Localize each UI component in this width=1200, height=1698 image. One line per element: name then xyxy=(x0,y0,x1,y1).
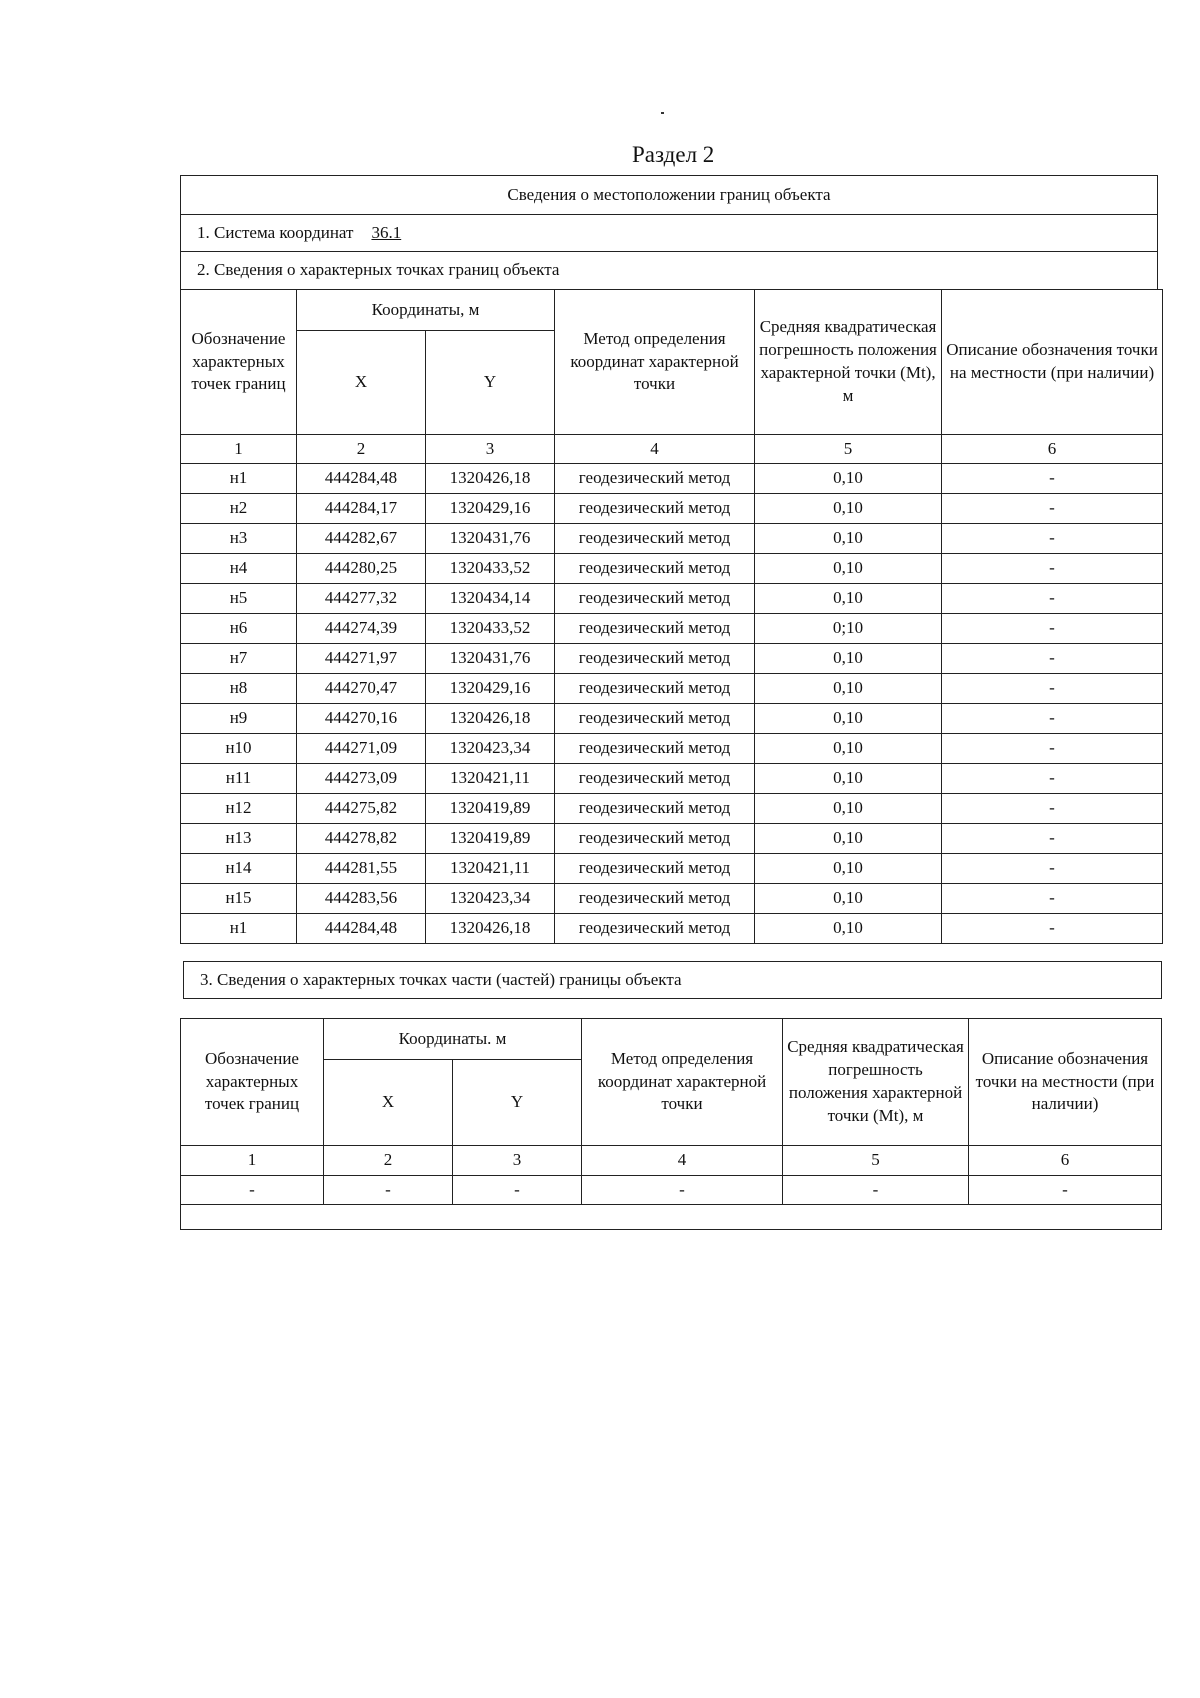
coord-x: 444283,56 xyxy=(297,884,426,914)
description: - xyxy=(942,824,1163,854)
coord-x: 444284,17 xyxy=(297,494,426,524)
coord-x: 444281,55 xyxy=(297,854,426,884)
error-value: 0,10 xyxy=(755,854,942,884)
table-row xyxy=(181,1176,1162,1205)
header-error: Средняя квадратическая погрешность положения характерной точки (Mt), м xyxy=(783,1019,969,1146)
point-designation: - xyxy=(181,1176,324,1205)
point-designation: н13 xyxy=(181,824,297,854)
error-value: 0,10 xyxy=(755,584,942,614)
coord-y: 1320429,16 xyxy=(426,494,555,524)
table-row xyxy=(181,584,1163,614)
coord-x: - xyxy=(324,1176,453,1205)
coord-y: 1320426,18 xyxy=(426,704,555,734)
method: геодезический метод xyxy=(555,584,755,614)
column-number: 2 xyxy=(297,435,426,464)
point-designation: н5 xyxy=(181,584,297,614)
table-row xyxy=(181,524,1163,554)
table-row xyxy=(181,764,1163,794)
table-row xyxy=(181,794,1163,824)
description: - xyxy=(942,704,1163,734)
table-row xyxy=(181,824,1163,854)
table-row xyxy=(181,464,1163,494)
coord-y: 1320431,76 xyxy=(426,644,555,674)
coord-x: 444282,67 xyxy=(297,524,426,554)
header-method: Метод определения координат характерной точки xyxy=(555,290,755,435)
error-value: 0,10 xyxy=(755,704,942,734)
method: геодезический метод xyxy=(555,494,755,524)
coord-x: 444270,47 xyxy=(297,674,426,704)
coord-x: 444277,32 xyxy=(297,584,426,614)
point-designation: н6 xyxy=(181,614,297,644)
part3-title-box xyxy=(183,961,1162,999)
description: - xyxy=(942,734,1163,764)
coord-x: 444274,39 xyxy=(297,614,426,644)
coord-y: 1320426,18 xyxy=(426,464,555,494)
coord-system-label: 1. Система координат xyxy=(197,222,354,242)
description: - xyxy=(942,884,1163,914)
coord-y: 1320419,89 xyxy=(426,824,555,854)
part2-title-box xyxy=(180,251,1158,289)
method: геодезический метод xyxy=(555,644,755,674)
point-designation: н14 xyxy=(181,854,297,884)
point-designation: н2 xyxy=(181,494,297,524)
coord-x: 444270,16 xyxy=(297,704,426,734)
method: геодезический метод xyxy=(555,764,755,794)
table-row xyxy=(181,914,1163,944)
coord-y: 1320423,34 xyxy=(426,884,555,914)
column-number: 4 xyxy=(582,1146,783,1176)
empty-cell xyxy=(181,1205,1162,1230)
description: - xyxy=(942,464,1163,494)
coord-y: 1320426,18 xyxy=(426,914,555,944)
column-number: 3 xyxy=(426,435,555,464)
coord-system-box xyxy=(180,214,1158,252)
header-y: Y xyxy=(426,331,555,435)
section-title: Раздел 2 xyxy=(632,142,715,167)
header-error: Средняя квадратическая погрешность положения характерной точки (Mt), м xyxy=(755,290,942,435)
coord-x: 444273,09 xyxy=(297,764,426,794)
error-value: 0,10 xyxy=(755,764,942,794)
description: - xyxy=(942,914,1163,944)
description: - xyxy=(969,1176,1162,1205)
error-value: 0,10 xyxy=(755,794,942,824)
point-designation: н9 xyxy=(181,704,297,734)
empty-row xyxy=(181,1205,1162,1230)
coord-y: 1320421,11 xyxy=(426,854,555,884)
error-value: 0,10 xyxy=(755,464,942,494)
method: геодезический метод xyxy=(555,824,755,854)
part2-title: 2. Сведения о характерных точках границ объекта xyxy=(197,260,560,279)
part-points-table xyxy=(180,1018,1162,1230)
coord-x: 444271,97 xyxy=(297,644,426,674)
error-value: - xyxy=(783,1176,969,1205)
method: геодезический метод xyxy=(555,464,755,494)
description: - xyxy=(942,794,1163,824)
description: - xyxy=(942,584,1163,614)
coord-y: 1320433,52 xyxy=(426,554,555,584)
table-row xyxy=(181,884,1163,914)
point-designation: н1 xyxy=(181,914,297,944)
error-value: 0,10 xyxy=(755,644,942,674)
method: геодезический метод xyxy=(555,704,755,734)
header-title-box xyxy=(180,175,1158,215)
point-designation: н10 xyxy=(181,734,297,764)
point-designation: н12 xyxy=(181,794,297,824)
coord-x: 444284,48 xyxy=(297,464,426,494)
coord-x: 444280,25 xyxy=(297,554,426,584)
header-title: Сведения о местоположении границ объекта xyxy=(507,185,831,204)
table-row xyxy=(181,854,1163,884)
coord-x: 444271,09 xyxy=(297,734,426,764)
table-row xyxy=(181,674,1163,704)
header-description: Описание обозначения точки на местности (при наличии) xyxy=(969,1019,1162,1146)
header-coords: Координаты. м xyxy=(324,1019,582,1060)
description: - xyxy=(942,644,1163,674)
header-x: X xyxy=(297,331,426,435)
coord-y: 1320434,14 xyxy=(426,584,555,614)
description: - xyxy=(942,494,1163,524)
scan-mark xyxy=(661,112,664,114)
error-value: 0,10 xyxy=(755,884,942,914)
coord-y: 1320431,76 xyxy=(426,524,555,554)
coord-y: 1320423,34 xyxy=(426,734,555,764)
table-row xyxy=(181,734,1163,764)
method: геодезический метод xyxy=(555,614,755,644)
description: - xyxy=(942,614,1163,644)
column-number: 2 xyxy=(324,1146,453,1176)
method: - xyxy=(582,1176,783,1205)
coord-system-value: 36.1 xyxy=(371,222,402,242)
coord-y: - xyxy=(453,1176,582,1205)
table-row xyxy=(181,614,1163,644)
point-designation: н15 xyxy=(181,884,297,914)
error-value: 0,10 xyxy=(755,914,942,944)
column-number: 1 xyxy=(181,435,297,464)
column-number: 6 xyxy=(969,1146,1162,1176)
point-designation: н7 xyxy=(181,644,297,674)
point-designation: н11 xyxy=(181,764,297,794)
point-designation: н8 xyxy=(181,674,297,704)
description: - xyxy=(942,764,1163,794)
boundary-points-table xyxy=(180,289,1163,944)
header-designation: Обозначение характерных точек границ xyxy=(181,290,297,435)
method: геодезический метод xyxy=(555,524,755,554)
header-method: Метод определения координат характерной точки xyxy=(582,1019,783,1146)
column-number: 1 xyxy=(181,1146,324,1176)
header-designation: Обозначение характерных точек границ xyxy=(181,1019,324,1146)
coord-x: 444278,82 xyxy=(297,824,426,854)
method: геодезический метод xyxy=(555,884,755,914)
coord-y: 1320429,16 xyxy=(426,674,555,704)
error-value: 0,10 xyxy=(755,494,942,524)
method: геодезический метод xyxy=(555,554,755,584)
header-x: X xyxy=(324,1060,453,1146)
method: геодезический метод xyxy=(555,794,755,824)
table-row xyxy=(181,704,1163,734)
description: - xyxy=(942,554,1163,584)
coord-x: 444275,82 xyxy=(297,794,426,824)
error-value: 0,10 xyxy=(755,734,942,764)
point-designation: н1 xyxy=(181,464,297,494)
coord-y: 1320421,11 xyxy=(426,764,555,794)
method: геодезический метод xyxy=(555,854,755,884)
part3-title: 3. Сведения о характерных точках части (частей) границы объекта xyxy=(200,970,682,989)
error-value: 0,10 xyxy=(755,824,942,854)
column-number: 3 xyxy=(453,1146,582,1176)
coord-x: 444284,48 xyxy=(297,914,426,944)
column-numbers-row xyxy=(181,435,1163,464)
column-number: 5 xyxy=(783,1146,969,1176)
table-row xyxy=(181,554,1163,584)
description: - xyxy=(942,854,1163,884)
error-value: 0;10 xyxy=(755,614,942,644)
column-number: 4 xyxy=(555,435,755,464)
coord-y: 1320433,52 xyxy=(426,614,555,644)
method: геодезический метод xyxy=(555,914,755,944)
column-numbers-row xyxy=(181,1146,1162,1176)
method: геодезический метод xyxy=(555,674,755,704)
point-designation: н3 xyxy=(181,524,297,554)
header-y: Y xyxy=(453,1060,582,1146)
description: - xyxy=(942,674,1163,704)
table-row xyxy=(181,644,1163,674)
error-value: 0,10 xyxy=(755,554,942,584)
header-coords: Координаты, м xyxy=(297,290,555,331)
point-designation: н4 xyxy=(181,554,297,584)
method: геодезический метод xyxy=(555,734,755,764)
table-row xyxy=(181,494,1163,524)
error-value: 0,10 xyxy=(755,524,942,554)
error-value: 0,10 xyxy=(755,674,942,704)
description: - xyxy=(942,524,1163,554)
header-description: Описание обозначения точки на местности (при наличии) xyxy=(942,290,1163,435)
column-number: 6 xyxy=(942,435,1163,464)
column-number: 5 xyxy=(755,435,942,464)
coord-y: 1320419,89 xyxy=(426,794,555,824)
